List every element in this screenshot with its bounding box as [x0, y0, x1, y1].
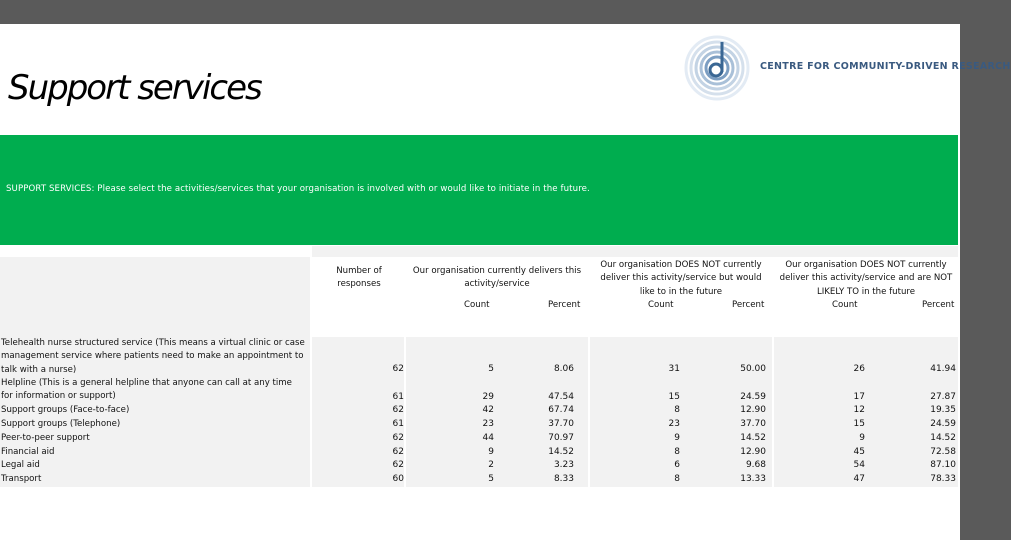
cell-would-like-percent: 12.90: [740, 447, 766, 457]
cell-would-like-count: 8: [674, 405, 680, 415]
header-strip: [312, 246, 958, 257]
cell-not-likely-count: 17: [853, 392, 865, 402]
cell-would-like-percent: 37.70: [740, 419, 766, 429]
cell-would-like-count: 31: [668, 364, 680, 374]
cell-would-like-percent: 12.90: [740, 405, 766, 415]
header-not-likely-percent: Percent: [922, 300, 955, 310]
cell-would-like-percent: 13.33: [740, 474, 766, 484]
row-label: Financial aid: [1, 447, 55, 457]
cell-not-likely-percent: 41.94: [930, 364, 956, 374]
cell-not-likely-count: 26: [853, 364, 865, 374]
cell-delivers-count: 9: [488, 447, 494, 457]
cell-delivers-percent: 14.52: [548, 447, 574, 457]
header-delivers-label: Our organisation currently delivers this activity/service: [412, 266, 582, 290]
cell-delivers-percent: 47.54: [548, 392, 574, 402]
cell-delivers-count: 2: [488, 460, 494, 470]
row-label: Transport: [1, 474, 42, 484]
cell-would-like-count: 15: [668, 392, 680, 402]
cell-not-likely-percent: 14.52: [930, 433, 956, 443]
cell-would-like-percent: 50.00: [740, 364, 766, 374]
row-label: Peer-to-peer support: [1, 433, 90, 443]
header-would-like-label: Our organisation DOES NOT currently deliver this activity/service but would like to in the future: [600, 260, 762, 297]
cell-delivers-count: 29: [482, 392, 494, 402]
row-label: Legal aid: [1, 460, 40, 470]
cell-not-likely-count: 47: [853, 474, 865, 484]
logo-mark-icon: [684, 32, 754, 102]
cell-delivers-percent: 37.70: [548, 419, 574, 429]
cell-responses: 61: [392, 419, 404, 429]
cell-not-likely-percent: 78.33: [930, 474, 956, 484]
header-not-likely-count: Count: [832, 300, 858, 310]
header-responses: [312, 257, 404, 337]
cell-not-likely-count: 12: [853, 405, 865, 415]
cell-responses: 62: [392, 405, 404, 415]
header-delivers-count: Count: [464, 300, 490, 310]
cell-responses: 60: [392, 474, 404, 484]
header-not-likely: [774, 257, 958, 337]
cell-delivers-count: 5: [488, 364, 494, 374]
body-responses-column: [312, 337, 404, 487]
cell-not-likely-count: 54: [853, 460, 865, 470]
cell-responses: 62: [392, 460, 404, 470]
cell-would-like-count: 8: [674, 474, 680, 484]
cell-delivers-percent: 3.23: [553, 460, 574, 470]
cell-not-likely-count: 15: [853, 419, 865, 429]
cell-not-likely-count: 9: [859, 433, 865, 443]
row-label: Support groups (Face-to-face): [1, 405, 130, 415]
cell-not-likely-percent: 24.59: [930, 419, 956, 429]
cell-not-likely-percent: 72.58: [930, 447, 956, 457]
slide-title: Support services: [8, 68, 261, 108]
cell-responses: 62: [392, 447, 404, 457]
cell-not-likely-percent: 87.10: [930, 460, 956, 470]
cell-would-like-percent: 9.68: [745, 460, 766, 470]
cell-delivers-count: 23: [482, 419, 494, 429]
header-would-like-count: Count: [648, 300, 674, 310]
question-text: SUPPORT SERVICES: Please select the activities/services that your organisation is involved with or would like to initiate in the future.: [6, 184, 590, 194]
cell-would-like-count: 8: [674, 447, 680, 457]
cell-would-like-count: 23: [668, 419, 680, 429]
cdr-logo: [684, 32, 1011, 102]
header-responses-label: Number of responses: [336, 266, 382, 290]
cell-would-like-count: 9: [674, 433, 680, 443]
cell-responses: 62: [392, 364, 404, 374]
cell-would-like-count: 6: [674, 460, 680, 470]
cell-not-likely-percent: 27.87: [930, 392, 956, 402]
cell-would-like-percent: 24.59: [740, 392, 766, 402]
logo-text: CENTRE FOR COMMUNITY-DRIVEN RESEARCH: [760, 61, 1011, 72]
row-label: Support groups (Telephone): [1, 419, 121, 429]
cell-delivers-count: 42: [482, 405, 494, 415]
cell-delivers-percent: 8.06: [553, 364, 574, 374]
top-bar: [0, 0, 960, 24]
question-band: [0, 135, 958, 245]
cell-delivers-percent: 70.97: [548, 433, 574, 443]
header-not-likely-label: Our organisation DOES NOT currently deliver this activity/service and are NOT LIKELY TO in the future: [779, 260, 953, 297]
cell-not-likely-percent: 19.35: [930, 405, 956, 415]
slide: [0, 24, 1011, 540]
content-area: [0, 111, 960, 540]
title-strip: [0, 24, 1011, 111]
header-would-like: [590, 257, 772, 337]
cell-not-likely-count: 45: [853, 447, 865, 457]
header-delivers: [406, 257, 588, 337]
header-would-like-percent: Percent: [732, 300, 765, 310]
row-label: Telehealth nurse structured service (This means a virtual clinic or case management service where patients need to make an appointment to talk with a nurse): [1, 338, 305, 375]
cell-delivers-percent: 67.74: [548, 405, 574, 415]
cell-delivers-count: 44: [482, 433, 494, 443]
row-label: Helpline (This is a general helpline that anyone can call at any time for information or support): [1, 378, 292, 402]
cell-responses: 62: [392, 433, 404, 443]
cell-would-like-percent: 14.52: [740, 433, 766, 443]
header-delivers-percent: Percent: [548, 300, 581, 310]
header-label-cell: [0, 257, 310, 337]
cell-delivers-percent: 8.33: [553, 474, 574, 484]
cell-delivers-count: 5: [488, 474, 494, 484]
cell-responses: 61: [392, 392, 404, 402]
